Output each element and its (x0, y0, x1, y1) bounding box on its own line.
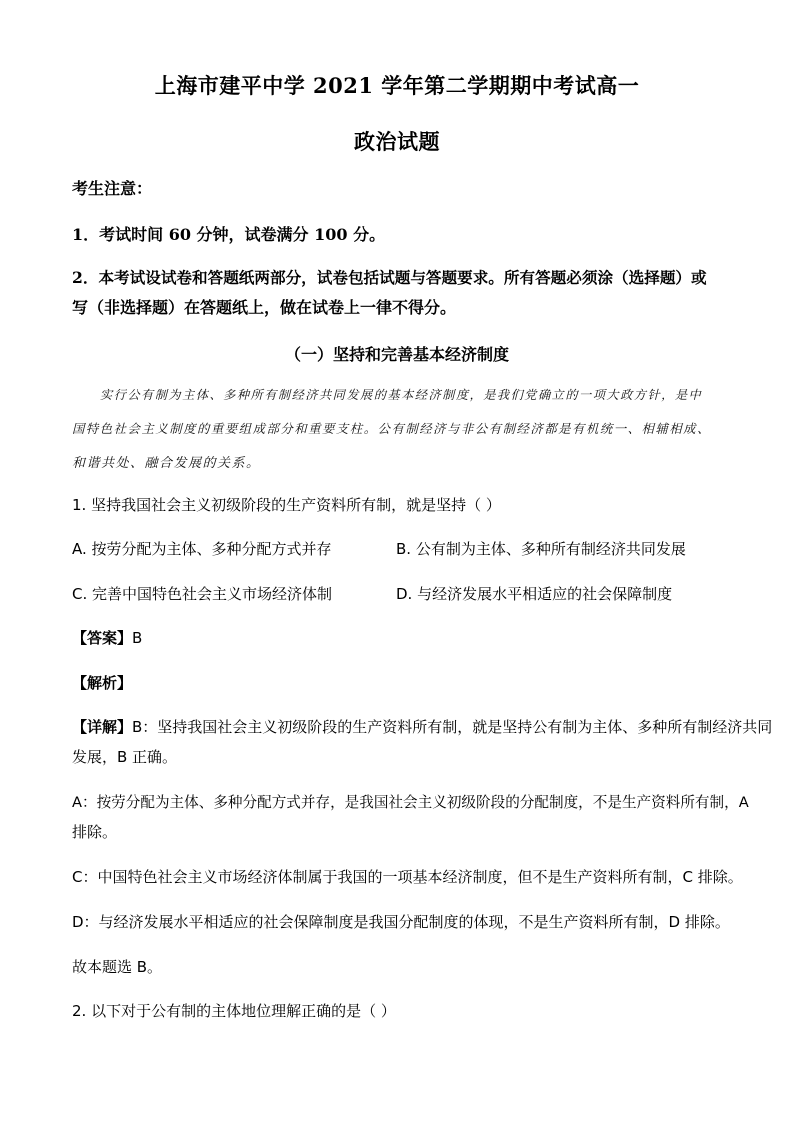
explanation-a-line-2: 排除。 (72, 823, 118, 841)
detail-line-1 (72, 716, 772, 737)
notice-item-2-line-2: 写（非选择题）在答题纸上，做在试卷上一律不得分。 (72, 298, 457, 317)
analysis-label: 【解析】 (72, 674, 133, 692)
explanation-d: D：与经济发展水平相适应的社会保障制度是我国分配制度的体现，不是生产资料所有制，D 排除。 (72, 913, 730, 931)
question-1-stem: 1. 坚持我国社会主义初级阶段的生产资料所有制，就是坚持（ ） (72, 496, 501, 514)
answer-value: B (132, 629, 143, 647)
detail-line-2: 发展，B 正确。 (72, 748, 178, 766)
answer-label: 【答案】 (72, 629, 133, 647)
question-1-option-d: D. 与经济发展水平相适应的社会保障制度 (396, 585, 673, 603)
question-1-option-a: A. 按劳分配为主体、多种分配方式并存 (72, 540, 332, 558)
explanation-a-line-1: A：按劳分配为主体、多种分配方式并存，是我国社会主义初级阶段的分配制度，不是生产资料所有制，A (72, 794, 749, 811)
answer-line (72, 627, 142, 648)
passage-line-2: 国特色社会主义制度的重要组成部分和重要支柱。公有制经济与非公有制经济都是有机统一、相辅相成、 (72, 421, 711, 436)
question-2-stem: 2. 以下对于公有制的主体地位理解正确的是（ ） (72, 1002, 396, 1020)
explanation-c: C：中国特色社会主义市场经济体制属于我国的一项基本经济制度，但不是生产资料所有制，C 排除。 (72, 868, 743, 886)
question-1-option-b: B. 公有制为主体、多种所有制经济共同发展 (396, 540, 686, 558)
exam-title: 上海市建平中学 2021 学年第二学期期中考试高一 (154, 73, 640, 98)
section-heading: （一）坚持和完善基本经济制度 (284, 345, 509, 364)
notice-item-2-line-1: 2．本考试设试卷和答题纸两部分，试卷包括试题与答题要求。所有答题必须涂（选择题）或 (72, 268, 707, 287)
detail-label: 【详解】 (72, 718, 133, 736)
conclusion: 故本题选 B。 (72, 958, 163, 976)
notice-heading: 考生注意： (72, 179, 153, 198)
exam-subtitle: 政治试题 (354, 129, 440, 154)
notice-item-1: 1．考试时间 60 分钟，试卷满分 100 分。 (72, 225, 386, 244)
detail-text-1: B：坚持我国社会主义初级阶段的生产资料所有制，就是坚持公有制为主体、多种所有制经济共同 (132, 718, 773, 736)
question-1-option-c: C. 完善中国特色社会主义市场经济体制 (72, 585, 333, 603)
passage-line-1: 实行公有制为主体、多种所有制经济共同发展的基本经济制度，是我们党确立的一项大政方针，是中 (100, 388, 703, 402)
passage-line-3: 和谐共处、融合发展的关系。 (72, 456, 261, 471)
